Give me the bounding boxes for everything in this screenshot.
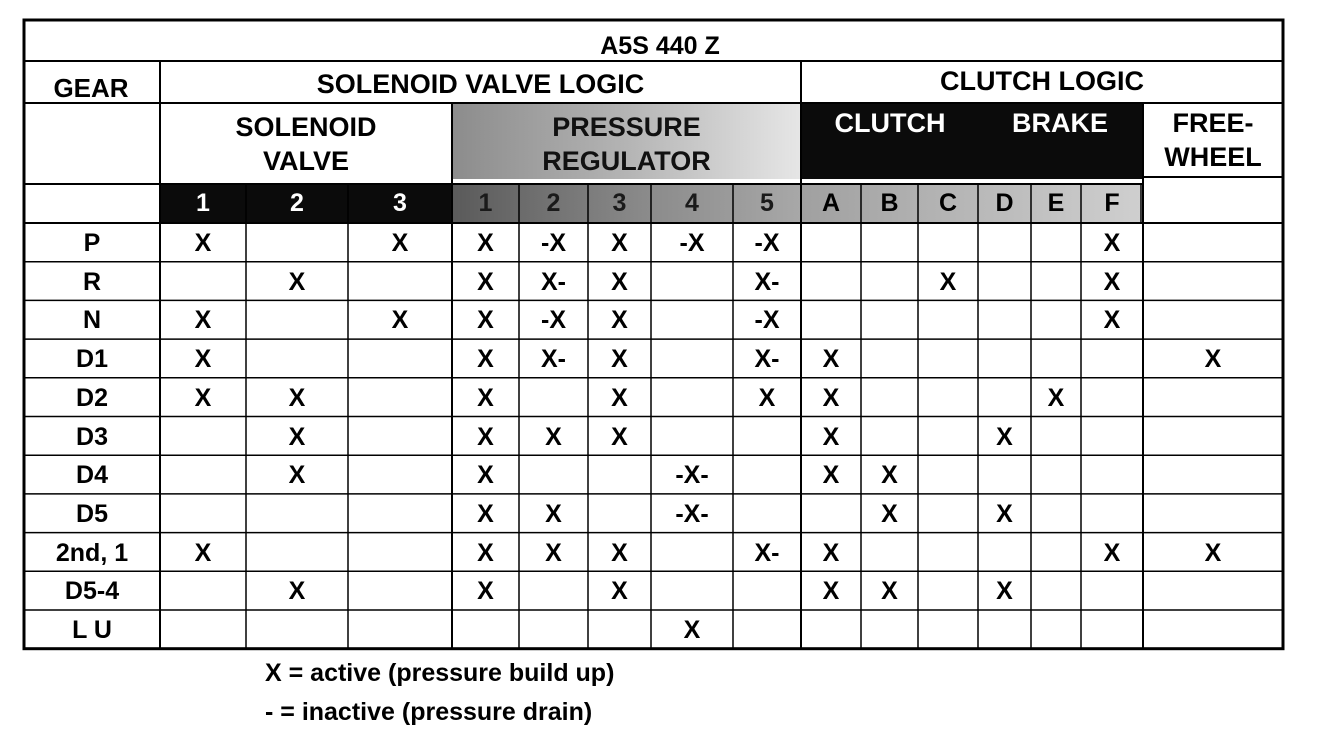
- logic-cell: X: [477, 577, 494, 606]
- logic-cell: X: [996, 499, 1013, 528]
- logic-cell: X: [881, 499, 898, 528]
- logic-cell: X: [545, 538, 562, 567]
- column-number: 2: [546, 189, 561, 217]
- column-number: 2: [290, 189, 304, 217]
- logic-cell: X: [1103, 229, 1121, 257]
- solenoid-valve-logic-header: SOLENOID VALVE LOGIC: [316, 69, 645, 99]
- logic-cell: -X: [754, 306, 780, 335]
- column-number: 3: [393, 189, 407, 217]
- logic-cell: X: [545, 499, 562, 528]
- column-number: A: [821, 189, 841, 217]
- logic-cell: X: [194, 383, 212, 412]
- logic-cell: X: [477, 461, 494, 490]
- logic-cell: X: [822, 577, 840, 606]
- logic-cell: -X-: [675, 461, 709, 490]
- logic-cell: -X-: [675, 499, 709, 528]
- logic-cell: X: [477, 422, 494, 451]
- gear-header: GEAR: [53, 73, 129, 103]
- logic-cell: X: [288, 461, 306, 490]
- logic-cell: X: [194, 306, 212, 335]
- freewheel-header-line1: FREE-: [1172, 108, 1254, 138]
- solenoid-valve-header-line1: SOLENOID: [235, 112, 377, 142]
- logic-cell: X: [391, 229, 409, 257]
- logic-cell: X: [611, 383, 628, 412]
- gear-label: L U: [72, 616, 112, 644]
- gear-label: D1: [76, 345, 108, 374]
- logic-cell: X: [477, 306, 494, 335]
- column-number: E: [1047, 189, 1065, 217]
- column-number: 1: [196, 189, 210, 217]
- legend-inactive: - = inactive (pressure drain): [265, 698, 593, 726]
- logic-cell: X: [822, 345, 840, 374]
- logic-cell: X: [996, 577, 1013, 606]
- logic-cell: X: [881, 577, 898, 606]
- logic-cell: X: [822, 422, 840, 451]
- gear-label: D4: [76, 461, 108, 490]
- logic-cell: X: [194, 345, 212, 374]
- legend-active: X = active (pressure build up): [265, 659, 615, 687]
- logic-cell: -X: [679, 229, 705, 257]
- logic-cell: X: [288, 422, 306, 451]
- logic-cell: X: [194, 538, 212, 567]
- logic-cell: X: [611, 345, 628, 374]
- logic-cell: X: [822, 461, 840, 490]
- logic-cell: -X: [754, 229, 780, 257]
- logic-cell: X: [477, 538, 494, 567]
- logic-cell: X: [477, 345, 494, 374]
- logic-cell: X: [288, 267, 306, 296]
- logic-cell: X-: [754, 267, 780, 296]
- logic-cell: X: [1103, 306, 1121, 335]
- logic-cell: X: [939, 267, 957, 296]
- logic-cell: X: [1204, 538, 1222, 567]
- gear-label: D5: [76, 499, 108, 528]
- gear-label: N: [82, 306, 102, 335]
- logic-cell: X: [477, 229, 494, 257]
- freewheel-header-line2: WHEEL: [1164, 142, 1262, 172]
- gear-label: P: [83, 229, 101, 257]
- column-number: C: [938, 189, 958, 217]
- gear-label: D3: [76, 422, 108, 451]
- logic-cell: X: [477, 267, 494, 296]
- logic-cell: X-: [541, 345, 566, 374]
- column-number: 5: [760, 189, 774, 217]
- column-number: 1: [478, 189, 493, 217]
- logic-cell: X: [996, 422, 1013, 451]
- gear-label: 2nd, 1: [55, 538, 129, 567]
- logic-cell: X: [194, 229, 212, 257]
- logic-cell: X-: [754, 538, 780, 567]
- solenoid-valve-header-line2: VALVE: [262, 146, 349, 176]
- logic-cell: X: [611, 422, 628, 451]
- logic-cell: -X: [541, 306, 566, 335]
- logic-cell: X: [545, 422, 562, 451]
- pressure-regulator-header-line1: PRESSURE: [552, 112, 701, 142]
- logic-cell: X: [611, 577, 628, 606]
- logic-cell: X: [683, 616, 701, 644]
- pressure-regulator-header-line2: REGULATOR: [542, 146, 711, 176]
- logic-cell: X: [1103, 267, 1121, 296]
- logic-cell: X: [288, 383, 306, 412]
- logic-cell: X-: [541, 267, 566, 296]
- logic-cell: X: [881, 461, 898, 490]
- column-number: D: [995, 189, 1014, 217]
- logic-cell: X: [758, 383, 776, 412]
- logic-cell: X: [477, 499, 494, 528]
- logic-cell: X: [822, 383, 840, 412]
- logic-cell: X: [611, 267, 628, 296]
- clutch-header: CLUTCH: [834, 108, 946, 138]
- logic-cell: X: [611, 538, 628, 567]
- column-number: F: [1104, 189, 1120, 217]
- logic-cell: -X: [541, 229, 566, 257]
- column-number: 4: [685, 189, 699, 217]
- column-number: 3: [612, 189, 627, 217]
- logic-cell: X: [1103, 538, 1121, 567]
- gear-label: R: [82, 267, 102, 296]
- logic-cell: X: [1047, 383, 1065, 412]
- gear-label: D2: [76, 383, 108, 412]
- logic-cell: X: [288, 577, 306, 606]
- logic-cell: X: [1204, 345, 1222, 374]
- gear-label: D5-4: [64, 577, 120, 606]
- logic-cell: X-: [754, 345, 780, 374]
- logic-cell: X: [822, 538, 840, 567]
- logic-cell: X: [611, 229, 628, 257]
- logic-cell: X: [477, 383, 494, 412]
- logic-cell: X: [391, 306, 409, 335]
- table-title: A5S 440 Z: [600, 32, 720, 60]
- clutch-logic-header: CLUTCH LOGIC: [940, 66, 1144, 96]
- column-number: B: [880, 189, 899, 217]
- brake-header: BRAKE: [1011, 108, 1108, 138]
- logic-cell: X: [611, 306, 628, 335]
